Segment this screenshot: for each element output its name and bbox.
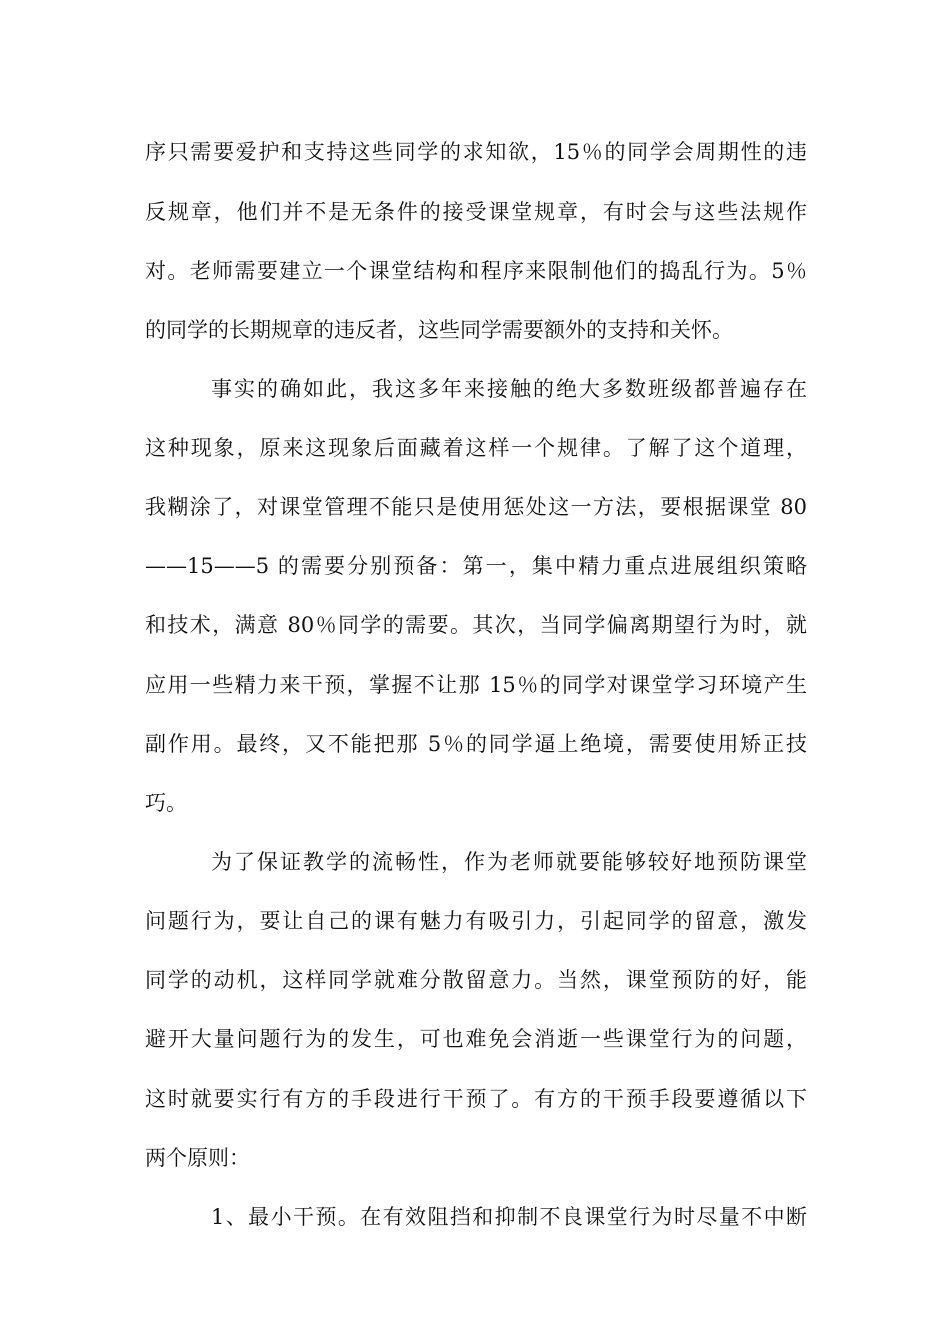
paragraph-line: 同学的动机，这样同学就难分散留意力。当然，课堂预防的好，能 bbox=[145, 968, 807, 992]
paragraph-line: 这时就要实行有方的手段进行干预了。有方的干预手段要遵循以下 bbox=[145, 1087, 807, 1111]
paragraph-line: 序只需要爱护和支持这些同学的求知欲，15％的同学会周期性的违 bbox=[145, 140, 807, 164]
paragraph-line: 巧。 bbox=[145, 791, 187, 815]
paragraph-line: 1、最小干预。在有效阻挡和抑制不良课堂行为时尽量不中断 bbox=[211, 1205, 807, 1229]
paragraph-line: 事实的确如此，我这多年来接触的绝大多数班级都普遍存在 bbox=[211, 377, 807, 401]
paragraph-line: 问题行为，要让自己的课有魅力有吸引力，引起同学的留意，激发 bbox=[145, 909, 807, 933]
paragraph-line: 和技术，满意 80％同学的需要。其次，当同学偏离期望行为时，就 bbox=[145, 613, 807, 637]
paragraph-line: 两个原则： bbox=[145, 1146, 250, 1170]
paragraph-line: ——15——5 的需要分别预备：第一，集中精力重点进展组织策略 bbox=[145, 554, 807, 578]
paragraph-line: 避开大量问题行为的发生，可也难免会消逝一些课堂行为的问题， bbox=[145, 1027, 807, 1051]
paragraph-line: 我糊涂了，对课堂管理不能只是使用惩处这一方法，要根据课堂 80 bbox=[145, 495, 807, 519]
paragraph-line: 反规章，他们并不是无条件的接受课堂规章，有时会与这些法规作 bbox=[145, 200, 807, 224]
paragraph-line: 这种现象，原来这现象后面藏着这样一个规律。了解了这个道理， bbox=[145, 436, 807, 460]
paragraph-line: 的同学的长期规章的违反者，这些同学需要额外的支持和关怀。 bbox=[145, 318, 733, 342]
paragraph-line: 应用一些精力来干预，掌握不让那 15％的同学对课堂学习环境产生 bbox=[145, 673, 807, 697]
paragraph-line: 副作用。最终，又不能把那 5％的同学逼上绝境，需要使用矫正技 bbox=[145, 732, 807, 756]
paragraph-line: 为了保证教学的流畅性，作为老师就要能够较好地预防课堂 bbox=[211, 850, 807, 874]
paragraph-line: 对。老师需要建立一个课堂结构和程序来限制他们的捣乱行为。5％ bbox=[145, 259, 807, 283]
